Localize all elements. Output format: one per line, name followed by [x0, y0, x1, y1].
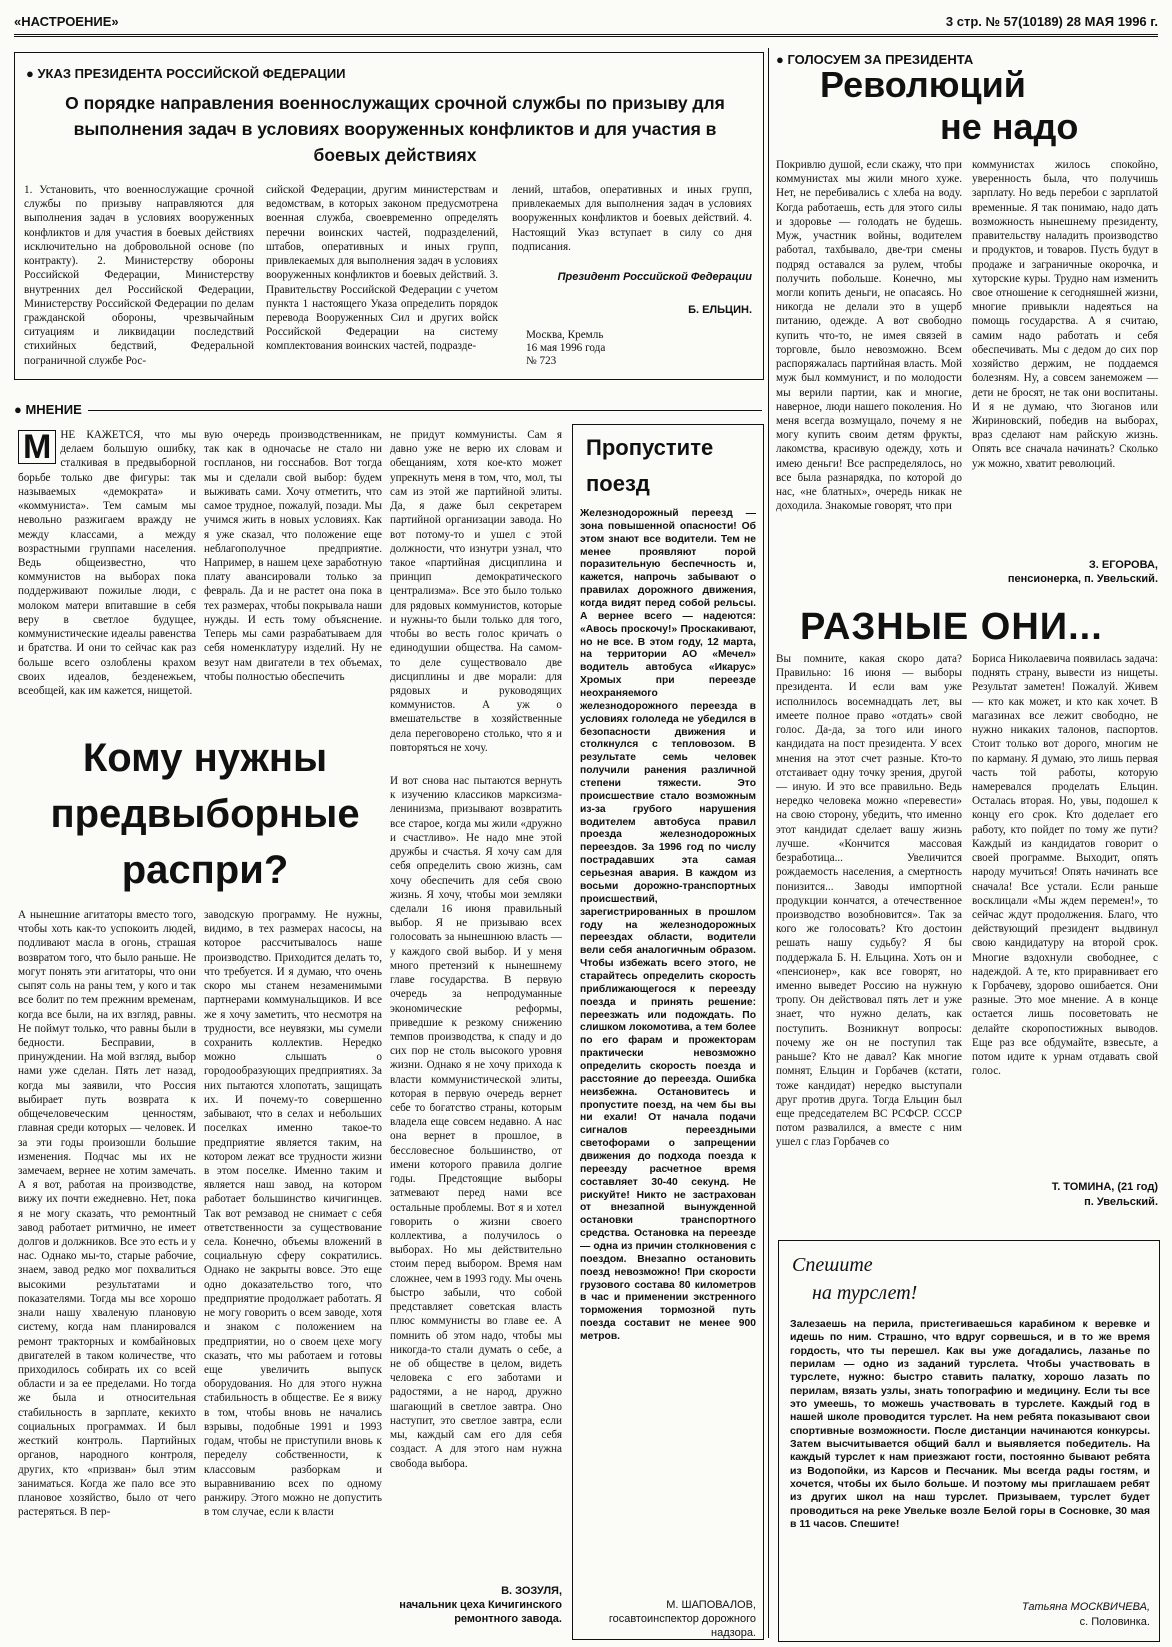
opinion-author-info: начальник цеха Кичигинского ремонтного завода. — [399, 1599, 562, 1626]
opinion-dropcap: М — [18, 430, 56, 464]
decree-title: О порядке направления военнослужащих срочной службы по призыву для выполнения задач в условиях вооруженных конфликтов и для участия в боевых действиях — [65, 93, 725, 165]
opinion-bottom-column-3: И вот снова нас пытаются вернуть к изучению классиков марксизма-ленинизма, призывают возвратить все старое, когда мы жили «дружно и счастливо». Не надо мне этой дружбы и счастья. Я хочу сам для себя определить свою жизнь, сам хочу обеспечить для себя свою жизнь. Я хочу, чтобы мои земляки сделали 16 июня правильный выбор. Я не призываю всех голосовать за нынешнюю власть — у каждого свой выбор. И у меня много претензий к нынешнему главе государства. В первую очередь за непродуманные экономические реформы, приведшие к резкому снижению темпов производства, к спаду и до сих пор не столь высокого уровня жизни. Однако я не хочу прихода к власти коммунистической элиты, которая в первую очередь вернет себе то богатство страны, которым владела еще совсем недавно. А нас она вернет в прошлое, в бессловесное большинство, от имени которого правила долгие годы. Предстоящие выборы затмевают перед нами все остальные проблемы. Вот я и хотел говорить о жизни своего коллектива, а получилось о выборах. Но мы действительно стоим перед выбором. Время нам сложнее, чем в 1993 году. Мы очень быстро забыли, что собой представляет советская власть плюс коммунисты во главе ее. А помнить об этом надо, чтобы мы никогда-то стали думать о себе, а не об обществе в целом, видеть человека с его заботами и радостями, а не народ, дружно шагающий в светлое завтра. Оно наступит, это светлое завтра, если мы, каждый сам его для себя создаст. А для этого нам нужна свобода выбора. — [390, 775, 562, 1470]
crossing-author: М. ШАПОВАЛОВ, — [666, 1599, 756, 1611]
opinion-rule — [14, 410, 762, 411]
decree-number: № 723 — [526, 355, 557, 367]
tourist-text: Залезаешь на перила, пристегиваешься карабином к веревке и идешь по ним. Страшно, что вдруг сорвешься, и в то же время гордость, что ты перешел. Как вы уже догадались, лазанье по перилам — одно из заданий турслета. Чтобы участвовать в турслете, нужно: быстро ставить палатку, хорошо лазать по перилам, вязать узлы, знать топографию и медицину. Если ты все это умеешь, то можешь участвовать в турслете. Каждый год в нашей школе проводится турслет. На нем ребята показывают свои спортивные возможности. После дистанции начинаются конкурсы. Затем высчитывается общий балл и выявляется победитель. На каждый турслет к нам приезжают гости, постоянно бывают ребята из Водопойки, из Карсов и Песчаник. Мы всегда рады гостям, и хочется, чтобы их было больше. И поэтому мы приглашаем ребят из других школ на наш турслет. Призываем, турслет будет проводиться на реке Увельке возле Белой горы в Сосновке, 30 мая в 11 часов. Спешите! — [790, 1318, 1150, 1530]
crossing-text: Железнодорожный переезд — зона повышенной опасности! Об этом знают все водители. Тем не менее проявляют порой поразительную беспечность и, кажется, напрочь забывают о правилах дорожного движения, когда видят перед собой рельсы. А вернее всего — надеются: «Авось проскочу!» Проскакивают, но не все. В этом году, 12 марта, на территории АО «Мечел» водитель автобуса «Икарус» Хромых при переезде неохраняемого железнодорожного переезда в условиях гололеда не убедился в безопасности движения и столкнулся с тепловозом. В результате семь человек получили ранения различной степени тяжести. Это происшествие стало возможным из-за грубого нарушения водителем автобуса правил проезда железнодорожных переездов. За 1996 год по числу пострадавших эта самая серьезная авария. В каждом из восьми дорожно-транспортных происшествий, зарегистрированных в прошлом году на железнодорожных переездах области, водители вели себя аналогичным образом. Чтобы избежать всего этого, не старайтесь определить скорость приближающегося к переезду поезда и принять решение: переезжать или подождать. По слишком локомотива, а тем более по его фарам и прожекторам практически невозможно определить скорость поезда и расстояние до переезда. Ошибка неизбежна. Остановитесь и пропустите поезд, на чем бы вы ни ехали! От начала подачи сигналов переездными светофорами о запрещении движения до подхода поезда к переезду расчетное время составляет 30-40 секунд. Не рискуйте! Никто не застрахован от внезапной вынужденной остановки транспортного средства. Остановка на переезде — одна из причин столкновения с поездом. Внезапно остановить поезд невозможно! При скорости грузового состава 80 километров в час и применении экстренного торможения тормозной путь поезда составит не менее 900 метров. — [580, 508, 756, 1342]
decree-column-3: лений, штабов, оперативных и иных групп, привлекаемых для выполнения задач в условиях вооруженных конфликтов и боевых действий. 4. Настоящий Указ вступает в силу со дня подписания. — [512, 184, 752, 253]
tourist-author: Татьяна МОСКВИЧЕВА, — [1021, 1601, 1150, 1613]
opinion-bottom-column-1: А нынешние агитаторы вместо того, чтобы хоть как-то успокоить людей, подливают масла в огонь, страшая возвратом того, что было раньше. Не могут понять эти агитаторы, что они сыпят соль на раны тем, у кого и так все болит по тем прежним временам, когда все были, на их взгляд, равны. Не поймут только, что равны были в бедности. Бесправии, в принуждении. На мой взгляд, выбор нами уже сделан. Пять лет назад, когда мы заявили, что Россия выбирает путь возврата к общечеловеческим ценностям, главная среди которых — человек. И за эти годы произошли большие изменения. Подчас мы их не замечаем, вернее не хотим замечать. А я вот, работая на производстве, вижу их почти ежедневно. Нет, пока я не могу сказать, что ремонтный завод работает ритмично, не имеет долгов и должников. Все это есть и у нас. Однако мы-то, старые рабочие, знаем, завод редко мог похвалиться высокими результатами и показателями. Тогда мы все хорошо знали нашу хваленую плановую систему, когда нам планировался ремонт тракторных и комбайновых двигателей в таком количестве, что приходилось собирать их со всей области и за ее пределами. Но тогда же была и относительная стабильность в зарплате, кекихто социальных программах. И был жесткий контроль. Партийных органов, народного контроля, других, кто «призван» был этим заниматься. Когда же пало все это плановое хозяйство, было от чего растеряться. В пер- — [18, 909, 196, 1519]
decree-column-1: 1. Установить, что военнослужащие срочной службы по призыву направляются для выполнения задач в условиях вооруженных конфликтов и для участия в боевых действиях исключительно на добровольной основе (по контракту). 2. Министерству обороны Российской Федерации, Министерству внутренних дел Российской Федерации, Министерству Российской Федерации по делам гражданской обороны, чрезвычайным ситуациям и ликвидации последствий стихийных бедствий, Федеральной пограничной службе Рос- — [24, 184, 254, 367]
vote-column-1: Покривлю душой, если скажу, что при коммунистах мы жили много хуже. Нет, не перебивались с хлеба на воду. Когда работаешь, есть для этого силы и здоровье — голодать не будешь. Муж, участник войны, водителем работал, тахбывало, две-три смены подряд оставался за рулем, чтобы получить побольше. Конечно, мы могли копить деньги, не опасаясь. Но никогда не делали это в ущерб питанию, одежде. А вот свободно купить что-то, не имея связей в торговле, было невозможно. Всем распоряжалась партийная власть. Мой муж был коммунист, и по молодости мы верили партии, как и многие, наверное, люди нашего поколения. Но меня всегда возмущало, почему я не могу купить своим детям фрукты, лакомства, красивую одежду, хоть и имею деньги! Все распределялось, но все была разнарядка, по которой до нас, «не блатных», очередь никак не доходила. Знакомые говорят, что при — [776, 159, 962, 513]
vote-headline-2: не надо — [940, 106, 1079, 147]
different-author-info: п. Увельский. — [1084, 1196, 1158, 1208]
different-column-2: Бориса Николаевича появилась задача: поднять страну, вывести из нищеты. Результат заметен! Пожалуй. Живем — кто как может, и кто как хочет. В магазинах все лежит свободно, не нужно никаких талонов, паспортов. Стоит только вот дорого, многим не по карману. Я думаю, это лишь первая часть той работы, которую намеревался проделать Ельцин. Осталась вторая. Но, увы, подошел к концу его срок. Кто доделает его работу, кто пойдет по тому же пути? Каждый из кандидатов говорит о своей программе. Выходит, опять народу мучиться! Опять начинать все сначала! Все устали. Если раньше восклицали «Мы ждем перемен!», то сейчас ждут продолжения. Благо, что действующий президент выдвинул свою кандидатуру на второй срок. Многие вздохнули свободнее, с надеждой. А те, кто приравнивает его к Горбачеву, здорово ошибается. Они разные. Это мое мнение. А в конце остается лишь посоветовать не делайте скоропостижных выводов. Еще раз все обдумайте, взвесьте, а потом идите к урнам отдавать свой голос. — [972, 653, 1158, 1078]
decree-rubric: ● УКАЗ ПРЕЗИДЕНТА РОССИЙСКОЙ ФЕДЕРАЦИИ — [26, 66, 526, 81]
opinion-bottom-column-2: заводскую программу. Не нужны, видимо, в тех размерах насосы, на которое рассчитывалось наше производство. Приходится делать то, что требуется. И я думаю, что очень скоро мы станем незаменимыми партнерами коммунальщиков. И все же я хочу заметить, что несмотря на трудности, все неувязки, мы сумели сохранить коллектив. Нередко можно слышать о городообразующих предприятиях. За них пытаются хлопотать, защищать их. И почему-то совершенно забывают, что в селах и небольших поселках именно такое-то предприятие является таким, на котором лежат все трудности жизни в этом поселке. Именно таким и является наш завод, на котором работает большинство кичигинцев. Так вот ремзавод не снимает с себя ответственности за существование села. Конечно, объемы вложений в социальную сферу сократились. Однако не закрыты вовсе. Это еще одно доказательство того, что предприятие продолжает работать. Я не могу говорить о всем заводе, хотя и знаком с положением на предприятии, но о своем цехе могу сказать, что мы работаем и готовы еще увеличить выпуск оборудования. Но для этого нужна стабильность в обществе. Ее я вижу в том, чтобы вновь не начались взрывы, подобные 1991 и 1993 годам, чтобы не приступили вновь к переделу собственности, к классовым разборкам и выравниванию всех по одному ранжиру. Этого можно не допустить в том случае, если к власти — [204, 909, 382, 1519]
different-headline: РАЗНЫЕ ОНИ... — [800, 606, 1103, 648]
vote-author-info: пенсионерка, п. Увельский. — [1007, 573, 1158, 585]
decree-signer-name: Б. ЕЛЬЦИН. — [688, 304, 752, 316]
decree-place: Москва, Кремль — [526, 329, 604, 341]
opinion-top-column-3: не придут коммунисты. Сам я давно уже не верю их словам и обещаниям, хотя кое-кто может упрекнуть меня в том, что, мол, ты сам из этой же партийной элиты. Да, я даже был секретарем партийной организации завода. Но вот потому-то и ушел с этой должности, что изнутри узнал, что такое «партийная дисциплина и принцип демократического централизма». Все это было только для рядовых коммунистов, которые и нужны-то были только для того, чтобы во весть голос кричать о единодушии общества. На самом-то деле существовало две дисциплины и две морали: для рядовых и руководящих коммунистов. А уж о вмешательстве в хозяйственные дела переговорено столько, что я и повторяться не хочу. — [390, 429, 562, 754]
opinion-headline-text: Кому нужны предвыборные распри? — [50, 736, 360, 892]
newspaper-title: «НАСТРОЕНИЕ» — [14, 14, 119, 29]
tourist-headline-2: на турслет! — [812, 1282, 918, 1304]
column-divider — [768, 48, 769, 1638]
tourist-headline-1: Спешите — [792, 1254, 873, 1276]
decree-date: 16 мая 1996 года — [526, 342, 606, 354]
opinion-top-column-1 — [18, 428, 196, 724]
vote-author: З. ЕГОРОВА, — [1088, 559, 1158, 571]
opinion-author: В. ЗОЗУЛЯ, — [501, 1585, 562, 1597]
opinion-rubric: ● МНЕНИЕ — [14, 402, 88, 417]
different-author: Т. ТОМИНА, (21 год) — [1051, 1181, 1158, 1193]
newspaper-header — [14, 8, 1158, 37]
issue-info: 3 стр. № 57(10189) 28 МАЯ 1996 г. — [945, 14, 1158, 29]
crossing-headline: Пропустите поезд — [586, 435, 714, 496]
vote-column-2: коммунистах жилось спокойно, уверенность была, что получишь зарплату. Но ведь перебои с зарплатой временные. Я так понимаю, надо дать возможность нынешнему президенту, правительству наладить производство и продуктов, и товаров. Пусть будут в продаже и заграничные окорочка, и хуторские куры. Трудно нам изменить свое отношение к сегодняшней жизни, многие привыкли надеяться на помощь государства. А я считаю, самим надо работать и себя обеспечивать. Мы с дедом до сих пор хозяйство держим, не поддаемся болезням. Ну, а совсем занеможем — дети не бросят, не так они воспитаны. И я не думаю, что Зюганов или Жириновский, победив на выборах, враз сделают нам райскую жизнь. Опять все сначала начинать? Сколько уж можно, хватит революций. — [972, 159, 1158, 470]
opinion-top-column-2: вую очередь производственникам, так как в одночасье не стало ни госпланов, ни госснабов. Вот тогда мы и сделали свой выбор: будем выживать сами. Хочу отметить, что самое трудное, пожалуй, позади. Мы учимся жить в новых условиях. Как я уже сказал, что положение еще неблагополучное предприятие. Например, в нашем цехе заработную плату авансировали только за февраль. Да и не растет она пока в тех размерах, чтобы покрывала наши нужды. И есть тому объяснение. Теперь мы сами разрабатываем для себя номенклатуру изделий. Ну не везут нам двигатели в тех объемах, чтобы полностью обеспечить — [204, 429, 382, 683]
vote-headline-1: Революций — [820, 64, 1026, 105]
decree-signer-title: Президент Российской Федерации — [557, 271, 752, 283]
different-column-1: Вы помните, какая скоро дата? Правильно: 16 июня — выборы президента. И если вам уже исполнилось восемнадцать лет, вы имеете полное право «отдать» свой голос. Да-да, за того или иного кандидата на пост президента. У всех мнения на этот счет разные. Кто-то отстаивает одну точку зрения, другой — иную. И это все правильно. Ведь нередко человека можно «перевести» на свою сторону, убедить, что именно этот кандидат сделает вашу жизнь лучше. «Кончится массовая безработица... Увеличится рождаемость населения, а смертность понизится... Заводы импортной продукции кончатся, а отечественное производство возобновится». Так за кого же голосовать? Кто достоин решать нашу судьбу? Я бы поддержала Б. Н. Ельцина. Хоть он и «пенсионер», как все говорят, но именно выведет Россию на нужную тропу. Он действовал пять лет и уже знает, что нужно делать, как поступить. Возникнут вопросы: почему же он не поступил так раньше? Кто не давал? Как многие помнят, Ельцин и Горбачев (кстати, тоже кандидат) нередко выступали друг против друга. Тогда Ельцин был еще председателем ВС РСФСР. СССР потом развалился, а вместе с ним ушел с глаз Горбачев со — [776, 653, 962, 1149]
crossing-author-info: госавтоинспектор дорожного надзора. — [608, 1613, 756, 1640]
vote-rubric: ● ГОЛОСУЕМ ЗА ПРЕЗИДЕНТА — [776, 52, 1156, 67]
tourist-author-info: с. Половинка. — [1079, 1616, 1150, 1628]
decree-column-2: сийской Федерации, другим министерствам и ведомствам, в которых законом предусмотрена военная служба, своевременно определять перечни воинских частей, подразделений, штабов, оперативных и иных групп, привлекаемых для выполнения задач в условиях вооруженных конфликтов и боевых действий. 3. Правительству Российской Федерации с учетом пункта 1 настоящего Указа определить порядок перевода Вооруженных Сил и других войск Российской Федерации на систему комплектования воинских частей, подразде- — [266, 184, 498, 353]
opinion-text-1: НЕ КАЖЕТСЯ, что мы делаем большую ошибку, сталкивая в предвыборной борьбе только две фигуры: так называемых «демократа» и «коммуниста». Тем самым мы невольно разжигаем вражду не между классами, а между возрастными группами населения. Ведь общеизвестно, что коммунистов на выборах пока поддерживают пожилые люди, с молоком матери впитавшие в себя веру в светлое будущее, коммунистические идеалы равенства и братства. И они то сейчас как раз больше всего озлоблены крахом своих идеалов, безденежьем, всеобщей, как им кажется, нищетой. — [18, 429, 196, 697]
opinion-headline — [30, 730, 380, 898]
